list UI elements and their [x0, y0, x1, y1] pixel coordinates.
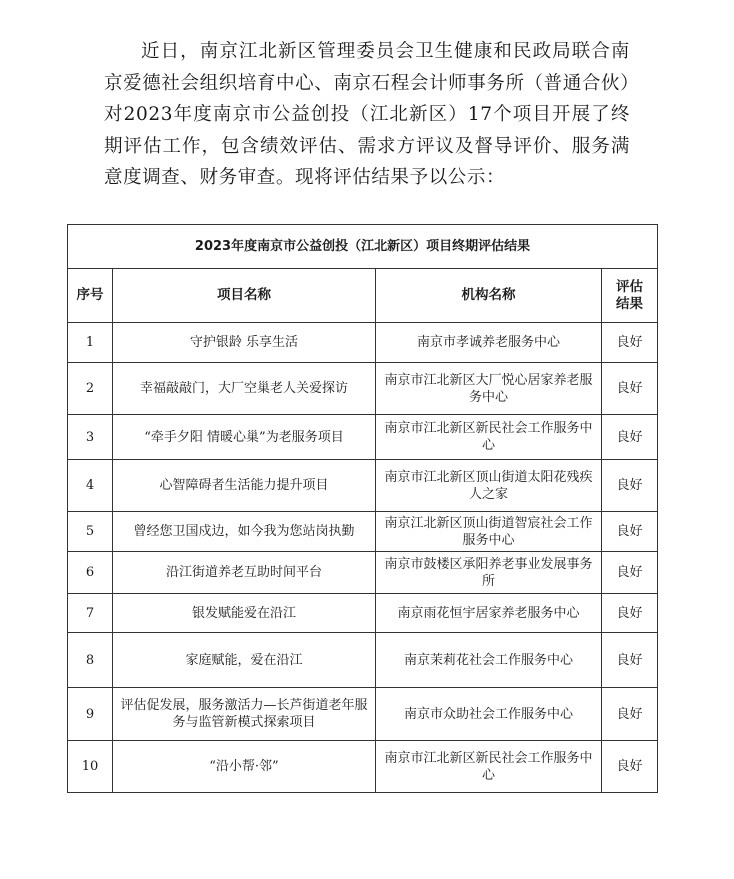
row-org: 南京市江北新区顶山街道太阳花残疾人之家 — [376, 460, 602, 512]
row-no: 8 — [68, 633, 113, 688]
row-no: 7 — [68, 594, 113, 633]
table-row — [68, 512, 658, 552]
row-project: 沿江街道养老互助时间平台 — [113, 552, 376, 594]
row-org: 南京市鼓楼区承阳养老事业发展事务所 — [376, 552, 602, 594]
table-row — [68, 688, 658, 741]
row-project: 幸福敲敲门，大厂空巢老人关爱探访 — [113, 363, 376, 415]
row-project: 心智障碍者生活能力提升项目 — [113, 460, 376, 512]
table-row — [68, 363, 658, 415]
row-no: 6 — [68, 552, 113, 594]
table-row — [68, 460, 658, 512]
row-no: 4 — [68, 460, 113, 512]
row-org: 南京市江北新区新民社会工作服务中心 — [376, 415, 602, 460]
row-project: 守护银龄 乐享生活 — [113, 323, 376, 363]
header-org: 机构名称 — [376, 269, 602, 323]
row-org: 南京市孝诚养老服务中心 — [376, 323, 602, 363]
row-org: 南京雨花恒宇居家养老服务中心 — [376, 594, 602, 633]
row-project: “沿小帮·邻” — [113, 741, 376, 793]
row-org: 南京市江北新区新民社会工作服务中心 — [376, 741, 602, 793]
row-org: 南京市众助社会工作服务中心 — [376, 688, 602, 741]
row-org: 南京茉莉花社会工作服务中心 — [376, 633, 602, 688]
row-result: 良好 — [602, 512, 658, 552]
table-row — [68, 633, 658, 688]
row-result: 良好 — [602, 741, 658, 793]
row-result: 良好 — [602, 460, 658, 512]
row-no: 2 — [68, 363, 113, 415]
row-no: 5 — [68, 512, 113, 552]
row-result: 良好 — [602, 363, 658, 415]
results-table — [67, 224, 658, 793]
row-result: 良好 — [602, 633, 658, 688]
row-project: “牵手夕阳 情暖心巢”为老服务项目 — [113, 415, 376, 460]
row-org: 南京市江北新区大厂悦心居家养老服务中心 — [376, 363, 602, 415]
table-row — [68, 552, 658, 594]
header-no: 序号 — [68, 269, 113, 323]
row-result: 良好 — [602, 594, 658, 633]
row-result: 良好 — [602, 323, 658, 363]
row-project: 曾经您卫国戍边，如今我为您站岗执勤 — [113, 512, 376, 552]
row-result: 良好 — [602, 688, 658, 741]
row-no: 10 — [68, 741, 113, 793]
row-project: 银发赋能爱在沿江 — [113, 594, 376, 633]
table-title: 2023年度南京市公益创投（江北新区）项目终期评估结果 — [68, 225, 658, 269]
row-no: 3 — [68, 415, 113, 460]
row-no: 1 — [68, 323, 113, 363]
row-project: 家庭赋能，爱在沿江 — [113, 633, 376, 688]
table-row — [68, 741, 658, 793]
row-no: 9 — [68, 688, 113, 741]
row-org: 南京江北新区顶山街道智宸社会工作服务中心 — [376, 512, 602, 552]
intro-paragraph: 近日，南京江北新区管理委员会卫生健康和民政局联合南京爱德社会组织培育中心、南京石程会计师事务所（普通合伙）对2023年度南京市公益创投（江北新区）17个项目开展了终期评估工作，包含绩效评估、需求方评议及督导评价、服务满意度调查、财务审查。现将评估结果予以公示： — [104, 41, 630, 188]
row-result: 良好 — [602, 415, 658, 460]
header-project: 项目名称 — [113, 269, 376, 323]
header-result: 评估结果 — [602, 269, 658, 323]
row-result: 良好 — [602, 552, 658, 594]
table-row — [68, 594, 658, 633]
table-row — [68, 415, 658, 460]
row-project: 评估促发展，服务激活力—长芦街道老年服务与监管新模式探索项目 — [113, 688, 376, 741]
table-row — [68, 323, 658, 363]
